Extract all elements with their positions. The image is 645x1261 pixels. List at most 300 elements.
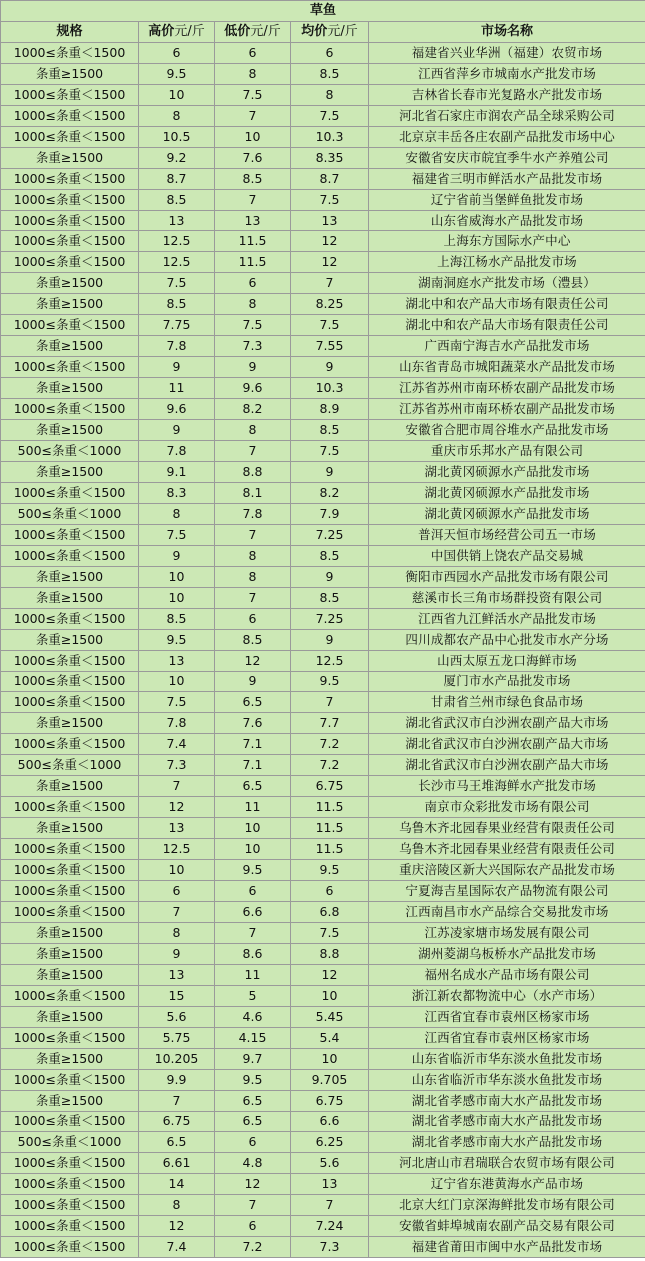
header-market-label: 市场名称 [481, 23, 534, 39]
cell-spec: 1000≤条重＜1500 [1, 315, 139, 336]
table-row [1, 63, 645, 84]
cell-avg: 13 [291, 210, 369, 231]
table-row [1, 860, 645, 881]
cell-avg: 9 [291, 566, 369, 587]
cell-low: 9 [215, 357, 291, 378]
cell-low: 7 [215, 587, 291, 608]
table-row [1, 357, 645, 378]
cell-high: 12.5 [139, 252, 215, 273]
cell-low: 7.6 [215, 147, 291, 168]
cell-low: 4.6 [215, 1006, 291, 1027]
cell-spec: 条重≥1500 [1, 273, 139, 294]
cell-market: 广西南宁海吉水产品批发市场 [369, 336, 645, 357]
cell-avg: 10.3 [291, 126, 369, 147]
cell-avg: 8.2 [291, 482, 369, 503]
cell-spec: 1000≤条重＜1500 [1, 42, 139, 63]
table-row [1, 461, 645, 482]
cell-market: 湖北省孝感市南大水产品批发市场 [369, 1111, 645, 1132]
cell-low: 4.8 [215, 1153, 291, 1174]
cell-high: 8 [139, 105, 215, 126]
cell-avg: 5.6 [291, 1153, 369, 1174]
table-row [1, 126, 645, 147]
cell-avg: 9.5 [291, 671, 369, 692]
cell-high: 7.5 [139, 692, 215, 713]
cell-low: 8 [215, 63, 291, 84]
cell-market: 衡阳市西园水产品批发市场有限公司 [369, 566, 645, 587]
cell-high: 12 [139, 1216, 215, 1237]
cell-high: 7.8 [139, 336, 215, 357]
table-row [1, 797, 645, 818]
cell-avg: 12 [291, 252, 369, 273]
cell-low: 6.5 [215, 776, 291, 797]
cell-low: 10 [215, 839, 291, 860]
cell-high: 8.7 [139, 168, 215, 189]
cell-market: 吉林省长春市光复路水产批发市场 [369, 84, 645, 105]
cell-low: 7.1 [215, 755, 291, 776]
cell-spec: 1000≤条重＜1500 [1, 1111, 139, 1132]
cell-high: 9 [139, 357, 215, 378]
cell-avg: 8.7 [291, 168, 369, 189]
cell-market: 重庆涪陵区新大兴国际农产品批发市场 [369, 860, 645, 881]
cell-spec: 1000≤条重＜1500 [1, 985, 139, 1006]
cell-high: 6.5 [139, 1132, 215, 1153]
table-row [1, 692, 645, 713]
cell-low: 7.2 [215, 1237, 291, 1258]
cell-spec: 1000≤条重＜1500 [1, 168, 139, 189]
cell-market: 山东省威海水产品批发市场 [369, 210, 645, 231]
table-row [1, 671, 645, 692]
table-row [1, 482, 645, 503]
cell-market: 湖北中和农产品大市场有限责任公司 [369, 315, 645, 336]
cell-low: 7.8 [215, 503, 291, 524]
cell-avg: 7.5 [291, 105, 369, 126]
cell-high: 12.5 [139, 839, 215, 860]
cell-market: 甘肃省兰州市绿色食品市场 [369, 692, 645, 713]
cell-low: 7 [215, 189, 291, 210]
cell-high: 7 [139, 901, 215, 922]
cell-low: 7 [215, 441, 291, 462]
cell-avg: 7.2 [291, 734, 369, 755]
title-row [1, 1, 645, 22]
cell-high: 7.8 [139, 441, 215, 462]
cell-low: 11.5 [215, 252, 291, 273]
cell-market: 上海江杨水产品批发市场 [369, 252, 645, 273]
cell-spec: 1000≤条重＜1500 [1, 1216, 139, 1237]
cell-spec: 条重≥1500 [1, 1006, 139, 1027]
cell-low: 6.5 [215, 1090, 291, 1111]
table-row [1, 378, 645, 399]
table-row [1, 336, 645, 357]
cell-market: 长沙市马王堆海鲜水产批发市场 [369, 776, 645, 797]
cell-high: 5.6 [139, 1006, 215, 1027]
cell-market: 湖北中和农产品大市场有限责任公司 [369, 294, 645, 315]
cell-avg: 11.5 [291, 818, 369, 839]
table-row [1, 1216, 645, 1237]
cell-high: 13 [139, 210, 215, 231]
cell-avg: 7.25 [291, 608, 369, 629]
cell-spec: 500≤条重＜1000 [1, 503, 139, 524]
cell-avg: 10 [291, 1048, 369, 1069]
cell-high: 8.5 [139, 294, 215, 315]
cell-low: 6.6 [215, 901, 291, 922]
cell-spec: 条重≥1500 [1, 818, 139, 839]
cell-avg: 9.5 [291, 860, 369, 881]
header-avg-price [291, 21, 369, 42]
cell-low: 8.1 [215, 482, 291, 503]
cell-high: 9 [139, 545, 215, 566]
table-row [1, 1132, 645, 1153]
cell-high: 5.75 [139, 1027, 215, 1048]
table-title: 草鱼 [1, 1, 645, 22]
cell-high: 7.3 [139, 755, 215, 776]
cell-low: 8.5 [215, 629, 291, 650]
cell-spec: 1000≤条重＜1500 [1, 210, 139, 231]
cell-low: 11 [215, 797, 291, 818]
cell-avg: 12.5 [291, 650, 369, 671]
table-row [1, 839, 645, 860]
cell-low: 7 [215, 1195, 291, 1216]
cell-market: 重庆市乐邦水产品有限公司 [369, 441, 645, 462]
cell-market: 江西省宜春市袁州区杨家市场 [369, 1006, 645, 1027]
cell-market: 江苏省苏州市南环桥农副产品批发市场 [369, 399, 645, 420]
cell-low: 11.5 [215, 231, 291, 252]
table-row [1, 755, 645, 776]
cell-avg: 7 [291, 1195, 369, 1216]
cell-high: 13 [139, 650, 215, 671]
cell-low: 9.5 [215, 1069, 291, 1090]
cell-market: 慈溪市长三角市场群投资有限公司 [369, 587, 645, 608]
cell-low: 7.3 [215, 336, 291, 357]
cell-high: 10 [139, 566, 215, 587]
cell-market: 四川成都农产品中心批发市水产分场 [369, 629, 645, 650]
cell-high: 14 [139, 1174, 215, 1195]
cell-spec: 1000≤条重＜1500 [1, 692, 139, 713]
cell-spec: 1000≤条重＜1500 [1, 650, 139, 671]
cell-market: 辽宁省前当堡鲜鱼批发市场 [369, 189, 645, 210]
cell-avg: 6.75 [291, 1090, 369, 1111]
cell-high: 8 [139, 922, 215, 943]
cell-high: 10 [139, 587, 215, 608]
table-row [1, 985, 645, 1006]
cell-spec: 1000≤条重＜1500 [1, 1237, 139, 1258]
cell-low: 8 [215, 566, 291, 587]
cell-market: 南京市众彩批发市场有限公司 [369, 797, 645, 818]
cell-high: 10 [139, 84, 215, 105]
cell-market: 江西省九江鲜活水产品批发市场 [369, 608, 645, 629]
cell-high: 12 [139, 797, 215, 818]
cell-low: 8.2 [215, 399, 291, 420]
table-row [1, 105, 645, 126]
cell-market: 山东省临沂市华东淡水鱼批发市场 [369, 1048, 645, 1069]
cell-spec: 1000≤条重＜1500 [1, 482, 139, 503]
cell-market: 中国供销上饶农产品交易城 [369, 545, 645, 566]
cell-market: 北京京丰岳各庄农副产品批发市场中心 [369, 126, 645, 147]
cell-spec: 1000≤条重＜1500 [1, 881, 139, 902]
cell-low: 6 [215, 42, 291, 63]
header-high-label: 高价 [148, 23, 175, 39]
cell-low: 7.6 [215, 713, 291, 734]
cell-high: 6.61 [139, 1153, 215, 1174]
cell-low: 9.5 [215, 860, 291, 881]
cell-avg: 6.75 [291, 776, 369, 797]
cell-spec: 1000≤条重＜1500 [1, 545, 139, 566]
table-row [1, 294, 645, 315]
cell-high: 7.5 [139, 273, 215, 294]
table-row [1, 587, 645, 608]
cell-high: 7.4 [139, 1237, 215, 1258]
cell-spec: 1000≤条重＜1500 [1, 1027, 139, 1048]
cell-low: 6.5 [215, 1111, 291, 1132]
cell-avg: 8.35 [291, 147, 369, 168]
cell-high: 8.5 [139, 189, 215, 210]
cell-high: 15 [139, 985, 215, 1006]
cell-market: 安徽省蚌埠城南农副产品交易有限公司 [369, 1216, 645, 1237]
cell-high: 6 [139, 42, 215, 63]
cell-spec: 1000≤条重＜1500 [1, 734, 139, 755]
cell-spec: 1000≤条重＜1500 [1, 524, 139, 545]
cell-low: 10 [215, 818, 291, 839]
cell-market: 湖北黄冈硕源水产品批发市场 [369, 461, 645, 482]
cell-market: 福建省三明市鲜活水产品批发市场 [369, 168, 645, 189]
cell-high: 8.3 [139, 482, 215, 503]
cell-market: 辽宁省东港黄海水产品市场 [369, 1174, 645, 1195]
cell-spec: 条重≥1500 [1, 629, 139, 650]
cell-low: 7.5 [215, 315, 291, 336]
cell-avg: 11.5 [291, 839, 369, 860]
cell-avg: 5.45 [291, 1006, 369, 1027]
cell-high: 6 [139, 881, 215, 902]
cell-high: 9.6 [139, 399, 215, 420]
cell-market: 河北唐山市君瑞联合农贸市场有限公司 [369, 1153, 645, 1174]
table-row [1, 420, 645, 441]
cell-high: 12.5 [139, 231, 215, 252]
cell-spec: 1000≤条重＜1500 [1, 608, 139, 629]
cell-high: 6.75 [139, 1111, 215, 1132]
header-high-price [139, 21, 215, 42]
cell-market: 山东省青岛市城阳蔬菜水产品批发市场 [369, 357, 645, 378]
table-row [1, 818, 645, 839]
cell-low: 9.7 [215, 1048, 291, 1069]
cell-market: 厦门市水产品批发市场 [369, 671, 645, 692]
cell-spec: 条重≥1500 [1, 336, 139, 357]
cell-market: 宁夏海吉星国际农产品物流有限公司 [369, 881, 645, 902]
cell-spec: 1000≤条重＜1500 [1, 126, 139, 147]
table-row [1, 210, 645, 231]
cell-high: 7 [139, 776, 215, 797]
cell-high: 7.4 [139, 734, 215, 755]
cell-market: 北京大红门京深海鲜批发市场有限公司 [369, 1195, 645, 1216]
cell-avg: 11.5 [291, 797, 369, 818]
cell-avg: 12 [291, 964, 369, 985]
cell-avg: 7.55 [291, 336, 369, 357]
cell-spec: 条重≥1500 [1, 943, 139, 964]
cell-low: 6 [215, 1132, 291, 1153]
header-row [1, 21, 645, 42]
cell-spec: 500≤条重＜1000 [1, 441, 139, 462]
cell-spec: 500≤条重＜1000 [1, 1132, 139, 1153]
cell-low: 7 [215, 922, 291, 943]
cell-avg: 7.3 [291, 1237, 369, 1258]
header-avg-label: 均价 [301, 23, 328, 39]
cell-market: 江西南昌市水产品综合交易批发市场 [369, 901, 645, 922]
cell-low: 7.1 [215, 734, 291, 755]
cell-market: 江苏省苏州市南环桥农副产品批发市场 [369, 378, 645, 399]
cell-market: 湖北省武汉市白沙洲农副产品大市场 [369, 734, 645, 755]
cell-avg: 7.9 [291, 503, 369, 524]
cell-low: 6 [215, 273, 291, 294]
cell-market: 湖北省孝感市南大水产品批发市场 [369, 1090, 645, 1111]
cell-spec: 条重≥1500 [1, 713, 139, 734]
cell-spec: 条重≥1500 [1, 922, 139, 943]
cell-low: 9 [215, 671, 291, 692]
cell-low: 6 [215, 881, 291, 902]
cell-high: 7.75 [139, 315, 215, 336]
header-spec-label: 规格 [56, 23, 83, 39]
cell-avg: 10.3 [291, 378, 369, 399]
cell-avg: 7.5 [291, 189, 369, 210]
cell-market: 江西省宜春市袁州区杨家市场 [369, 1027, 645, 1048]
cell-avg: 8.5 [291, 420, 369, 441]
cell-market: 湖州菱湖乌板桥水产品批发市场 [369, 943, 645, 964]
cell-avg: 9 [291, 629, 369, 650]
cell-spec: 条重≥1500 [1, 420, 139, 441]
cell-avg: 6.8 [291, 901, 369, 922]
cell-market: 湖北省武汉市白沙洲农副产品大市场 [369, 713, 645, 734]
table-row [1, 503, 645, 524]
cell-low: 8.5 [215, 168, 291, 189]
cell-market: 浙江新农都物流中心（水产市场） [369, 985, 645, 1006]
table-row [1, 566, 645, 587]
cell-market: 江苏凌家塘市场发展有限公司 [369, 922, 645, 943]
cell-avg: 5.4 [291, 1027, 369, 1048]
cell-avg: 8.8 [291, 943, 369, 964]
cell-market: 乌鲁木齐北园春果业经营有限责任公司 [369, 818, 645, 839]
table-row [1, 545, 645, 566]
table-row [1, 1195, 645, 1216]
cell-spec: 1000≤条重＜1500 [1, 252, 139, 273]
cell-low: 7.5 [215, 84, 291, 105]
table-row [1, 1006, 645, 1027]
cell-low: 6 [215, 608, 291, 629]
header-avg-unit: 元/斤 [327, 23, 358, 39]
cell-spec: 条重≥1500 [1, 776, 139, 797]
header-low-label: 低价 [224, 23, 251, 39]
cell-low: 8.6 [215, 943, 291, 964]
cell-market: 安徽省安庆市皖宜季牛水产养殖公司 [369, 147, 645, 168]
table-body [1, 42, 645, 1257]
cell-spec: 1000≤条重＜1500 [1, 84, 139, 105]
table-row [1, 1090, 645, 1111]
table-row [1, 1153, 645, 1174]
table-row [1, 964, 645, 985]
cell-low: 7 [215, 105, 291, 126]
cell-spec: 1000≤条重＜1500 [1, 839, 139, 860]
table-row [1, 734, 645, 755]
cell-spec: 1000≤条重＜1500 [1, 860, 139, 881]
cell-low: 11 [215, 964, 291, 985]
cell-avg: 7.25 [291, 524, 369, 545]
table-row [1, 273, 645, 294]
cell-low: 7 [215, 524, 291, 545]
cell-spec: 1000≤条重＜1500 [1, 901, 139, 922]
cell-avg: 8.5 [291, 63, 369, 84]
cell-spec: 条重≥1500 [1, 294, 139, 315]
cell-market: 安徽省合肥市周谷堆水产品批发市场 [369, 420, 645, 441]
cell-avg: 12 [291, 231, 369, 252]
table-row [1, 1048, 645, 1069]
cell-high: 9.9 [139, 1069, 215, 1090]
cell-high: 8.5 [139, 608, 215, 629]
cell-spec: 条重≥1500 [1, 1090, 139, 1111]
cell-market: 湖北省武汉市白沙洲农副产品大市场 [369, 755, 645, 776]
cell-high: 7.5 [139, 524, 215, 545]
cell-spec: 1000≤条重＜1500 [1, 1069, 139, 1090]
cell-spec: 1000≤条重＜1500 [1, 105, 139, 126]
cell-spec: 1000≤条重＜1500 [1, 189, 139, 210]
cell-low: 5 [215, 985, 291, 1006]
table-row [1, 629, 645, 650]
cell-spec: 条重≥1500 [1, 1048, 139, 1069]
cell-avg: 7.5 [291, 315, 369, 336]
table-row [1, 168, 645, 189]
table-row [1, 776, 645, 797]
cell-high: 9.5 [139, 629, 215, 650]
cell-avg: 6.25 [291, 1132, 369, 1153]
cell-avg: 7.7 [291, 713, 369, 734]
cell-avg: 7.5 [291, 922, 369, 943]
cell-spec: 条重≥1500 [1, 147, 139, 168]
cell-spec: 1000≤条重＜1500 [1, 399, 139, 420]
cell-high: 9 [139, 420, 215, 441]
header-low-price [215, 21, 291, 42]
cell-spec: 1000≤条重＜1500 [1, 1153, 139, 1174]
cell-market: 福州名成水产品市场有限公司 [369, 964, 645, 985]
table-row [1, 713, 645, 734]
cell-avg: 8.5 [291, 587, 369, 608]
cell-avg: 10 [291, 985, 369, 1006]
table-row [1, 1174, 645, 1195]
cell-spec: 条重≥1500 [1, 566, 139, 587]
header-high-unit: 元/斤 [174, 23, 205, 39]
table-row [1, 399, 645, 420]
cell-low: 12 [215, 1174, 291, 1195]
cell-high: 10 [139, 860, 215, 881]
table-row [1, 42, 645, 63]
cell-spec: 条重≥1500 [1, 964, 139, 985]
cell-market: 湖北省孝感市南大水产品批发市场 [369, 1132, 645, 1153]
cell-market: 山西太原五龙口海鲜市场 [369, 650, 645, 671]
cell-market: 湖北黄冈硕源水产品批发市场 [369, 503, 645, 524]
table-row [1, 922, 645, 943]
header-market [369, 21, 645, 42]
cell-market: 上海东方国际水产中心 [369, 231, 645, 252]
cell-high: 10.5 [139, 126, 215, 147]
table-row [1, 943, 645, 964]
table-row [1, 189, 645, 210]
cell-low: 8.8 [215, 461, 291, 482]
cell-avg: 7 [291, 273, 369, 294]
table-row [1, 231, 645, 252]
cell-market: 乌鲁木齐北园春果业经营有限责任公司 [369, 839, 645, 860]
cell-high: 7.8 [139, 713, 215, 734]
header-low-unit: 元/斤 [250, 23, 281, 39]
table-row [1, 524, 645, 545]
cell-spec: 条重≥1500 [1, 461, 139, 482]
cell-avg: 7 [291, 692, 369, 713]
cell-avg: 6.6 [291, 1111, 369, 1132]
cell-avg: 8.9 [291, 399, 369, 420]
cell-high: 10 [139, 671, 215, 692]
